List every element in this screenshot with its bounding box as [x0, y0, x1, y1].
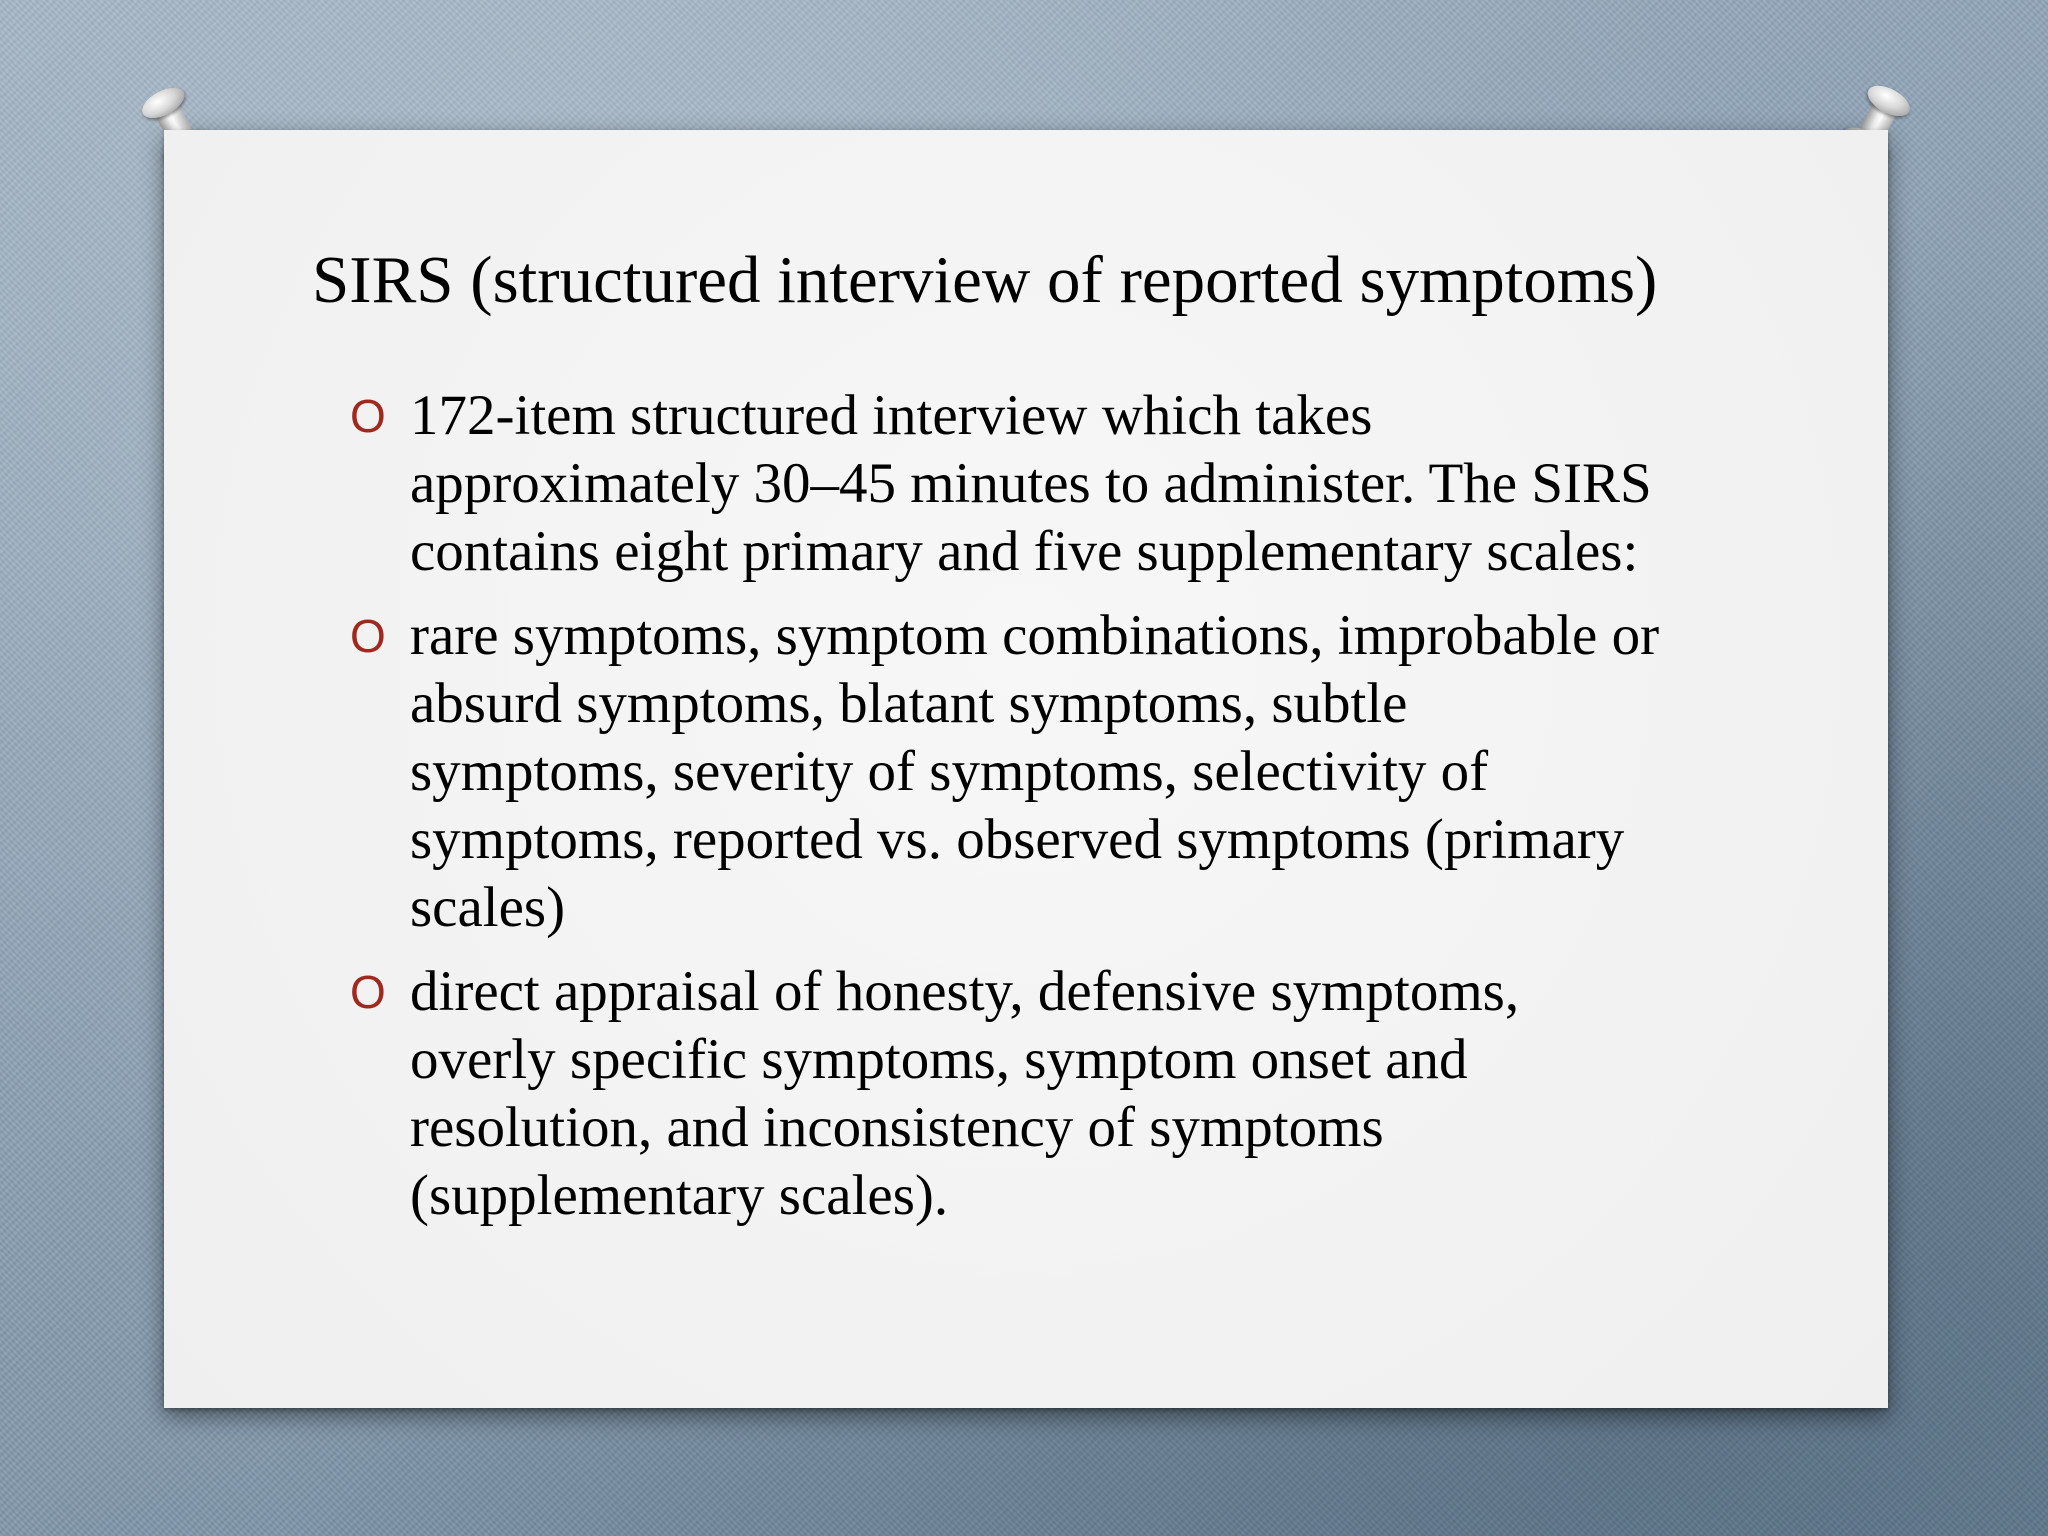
- bullet-marker-icon: O: [350, 390, 386, 442]
- bullet-item-1: [350, 382, 1670, 586]
- bullet-marker-icon: O: [350, 966, 386, 1018]
- bullet-text: 172-item structured interview which takes approximately 30–45 minutes to administer. The SIRS contains eight primary and five supplementary scales:: [410, 384, 1652, 583]
- bullet-text: direct appraisal of honesty, defensive symptoms, overly specific symptoms, symptom onset and resolution, and inconsistency of symptoms (supplementary scales).: [410, 960, 1520, 1227]
- bullet-item-2: [350, 602, 1670, 942]
- bullet-list: [350, 382, 1670, 1246]
- bullet-text: rare symptoms, symptom combinations, improbable or absurd symptoms, blatant symptoms, subtle symptoms, severity of symptoms, selectivity of symptoms, reported vs. observed symptoms (primary scales): [410, 604, 1660, 939]
- bullet-marker-icon: O: [350, 610, 386, 662]
- slide-title: SIRS (structured interview of reported symptoms): [312, 243, 1658, 317]
- bullet-item-3: [350, 958, 1670, 1230]
